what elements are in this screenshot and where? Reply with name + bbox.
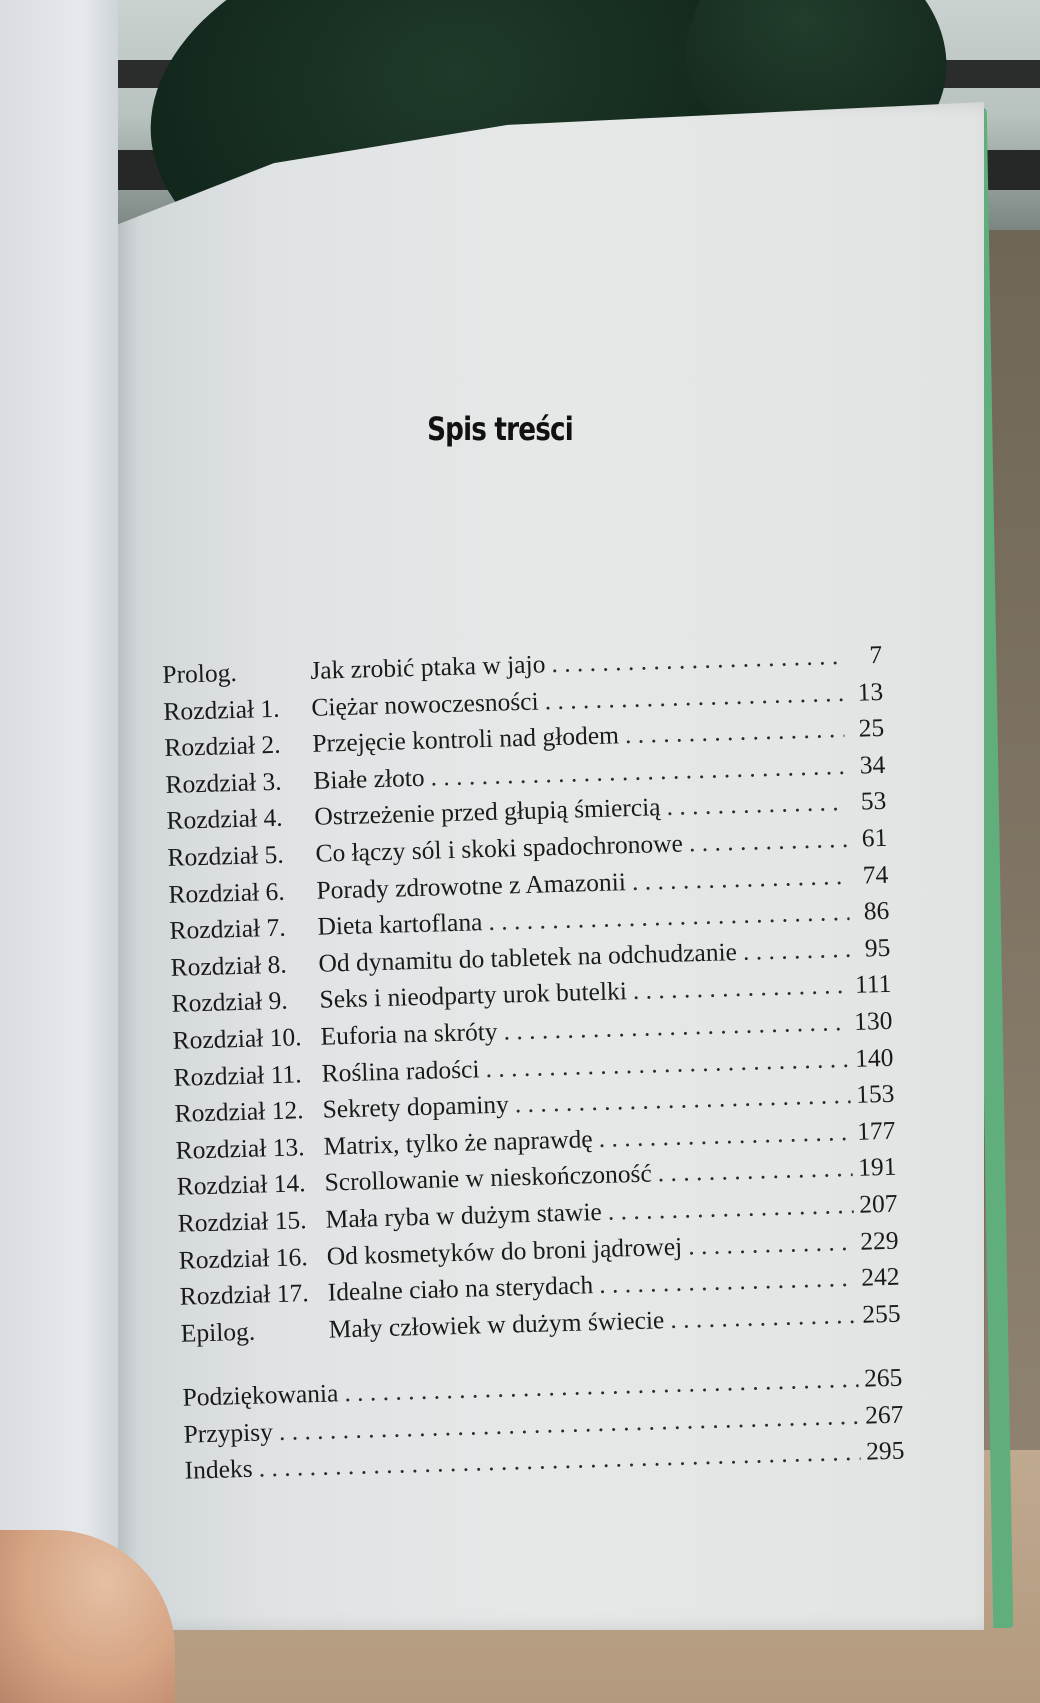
dot-leader (666, 787, 847, 822)
chapter-title: Mała ryba w dużym stawie (325, 1196, 603, 1234)
chapter-list (162, 640, 901, 1355)
dot-leader (670, 1300, 857, 1335)
dot-leader (624, 714, 844, 750)
chapter-title: Matrix, tylko że naprawdę (323, 1123, 594, 1161)
page-number: 61 (861, 822, 888, 853)
backmatter-list (182, 1363, 905, 1493)
page-number: 295 (865, 1436, 905, 1467)
page-number: 25 (858, 713, 885, 743)
dot-leader (657, 1153, 852, 1188)
chapter-title: Idealne ciało na sterydach (327, 1270, 594, 1307)
chapter-title: Przejęcie kontroli nad głodem (311, 720, 620, 759)
chapter-label: Rozdział 12. (174, 1095, 304, 1128)
backmatter-title: Przypisy (183, 1417, 274, 1449)
page-number: 140 (854, 1042, 894, 1073)
page-number: 177 (856, 1115, 896, 1146)
chapter-title: Co łączy sól i skoki spadochronowe (315, 828, 684, 868)
chapter-title: Od kosmetyków do broni jądrowej (326, 1231, 683, 1271)
dot-leader (688, 1226, 855, 1261)
chapter-label: Prolog. (162, 657, 238, 689)
page-number: 74 (862, 859, 889, 890)
chapter-label: Rozdział 7. (169, 912, 287, 946)
page-number: 7 (868, 639, 883, 670)
page-number: 191 (857, 1152, 897, 1183)
chapter-title: Od dynamitu do tabletek na odchudzanie (318, 936, 738, 978)
dot-leader (631, 860, 848, 896)
page-number: 86 (863, 895, 890, 926)
chapter-label: Rozdział 15. (177, 1205, 307, 1238)
chapter-title: Roślina radości (321, 1053, 480, 1088)
page-number: 153 (855, 1078, 895, 1109)
chapter-label: Rozdział 1. (163, 693, 280, 726)
chapter-label: Rozdział 11. (173, 1058, 302, 1092)
chapter-title: Ostrzeżenie przed głupią śmiercią (314, 792, 661, 832)
chapter-title: Białe złoto (313, 762, 425, 795)
chapter-title: Sekrety dopaminy (322, 1089, 510, 1124)
table-of-contents (162, 640, 905, 1493)
backmatter-title: Podziękowania (182, 1378, 339, 1412)
dot-leader (607, 1190, 853, 1227)
dot-leader (599, 1263, 856, 1300)
page-number: 265 (863, 1362, 903, 1393)
chapter-label: Rozdział 6. (168, 876, 286, 909)
page-number: 95 (864, 932, 891, 963)
chapter-label: Rozdział 4. (166, 803, 283, 836)
chapter-label: Rozdział 8. (170, 949, 288, 982)
chapter-label: Rozdział 3. (165, 766, 282, 799)
dot-leader (632, 970, 849, 1006)
chapter-label: Rozdział 10. (172, 1022, 302, 1055)
chapter-label: Rozdział 16. (178, 1241, 308, 1275)
page-number: 34 (859, 749, 886, 780)
page-number: 267 (864, 1399, 904, 1430)
chapter-label: Rozdział 14. (176, 1168, 306, 1202)
chapter-title: Mały człowiek w dużym świecie (328, 1304, 665, 1344)
chapter-label: Rozdział 2. (164, 729, 281, 763)
left-page (0, 0, 118, 1703)
chapter-label: Rozdział 17. (179, 1278, 310, 1311)
chapter-title: Seks i nieodparty urok butelki (319, 976, 628, 1015)
chapter-title: Ciężar nowoczesności (310, 686, 539, 722)
backmatter-title: Indeks (184, 1454, 254, 1486)
page-number: 130 (853, 1005, 893, 1036)
page-number: 53 (860, 786, 887, 816)
dot-leader (688, 824, 847, 858)
page-number: 13 (857, 676, 884, 707)
chapter-title: Porady zdrowotne z Amazonii (316, 866, 627, 905)
page-number: 229 (859, 1225, 899, 1256)
chapter-label: Rozdział 13. (175, 1131, 305, 1165)
chapter-title: Jak zrobić ptaka w jajo (309, 649, 546, 685)
dot-leader (742, 934, 850, 967)
dot-leader (598, 1117, 851, 1154)
chapter-title: Dieta kartoflana (317, 907, 483, 941)
page-number: 111 (854, 969, 892, 1000)
chapter-title: Scrollowanie w nieskończoność (324, 1158, 653, 1197)
chapter-label: Rozdział 5. (167, 839, 285, 872)
page-number: 242 (860, 1261, 900, 1292)
chapter-label: Epilog. (180, 1316, 256, 1348)
chapter-title: Euforia na skróty (320, 1016, 498, 1051)
chapter-label: Rozdział 9. (171, 985, 289, 1019)
page-title: Spis treści (427, 410, 573, 448)
page-number: 207 (858, 1188, 898, 1219)
page-number: 255 (861, 1298, 901, 1329)
